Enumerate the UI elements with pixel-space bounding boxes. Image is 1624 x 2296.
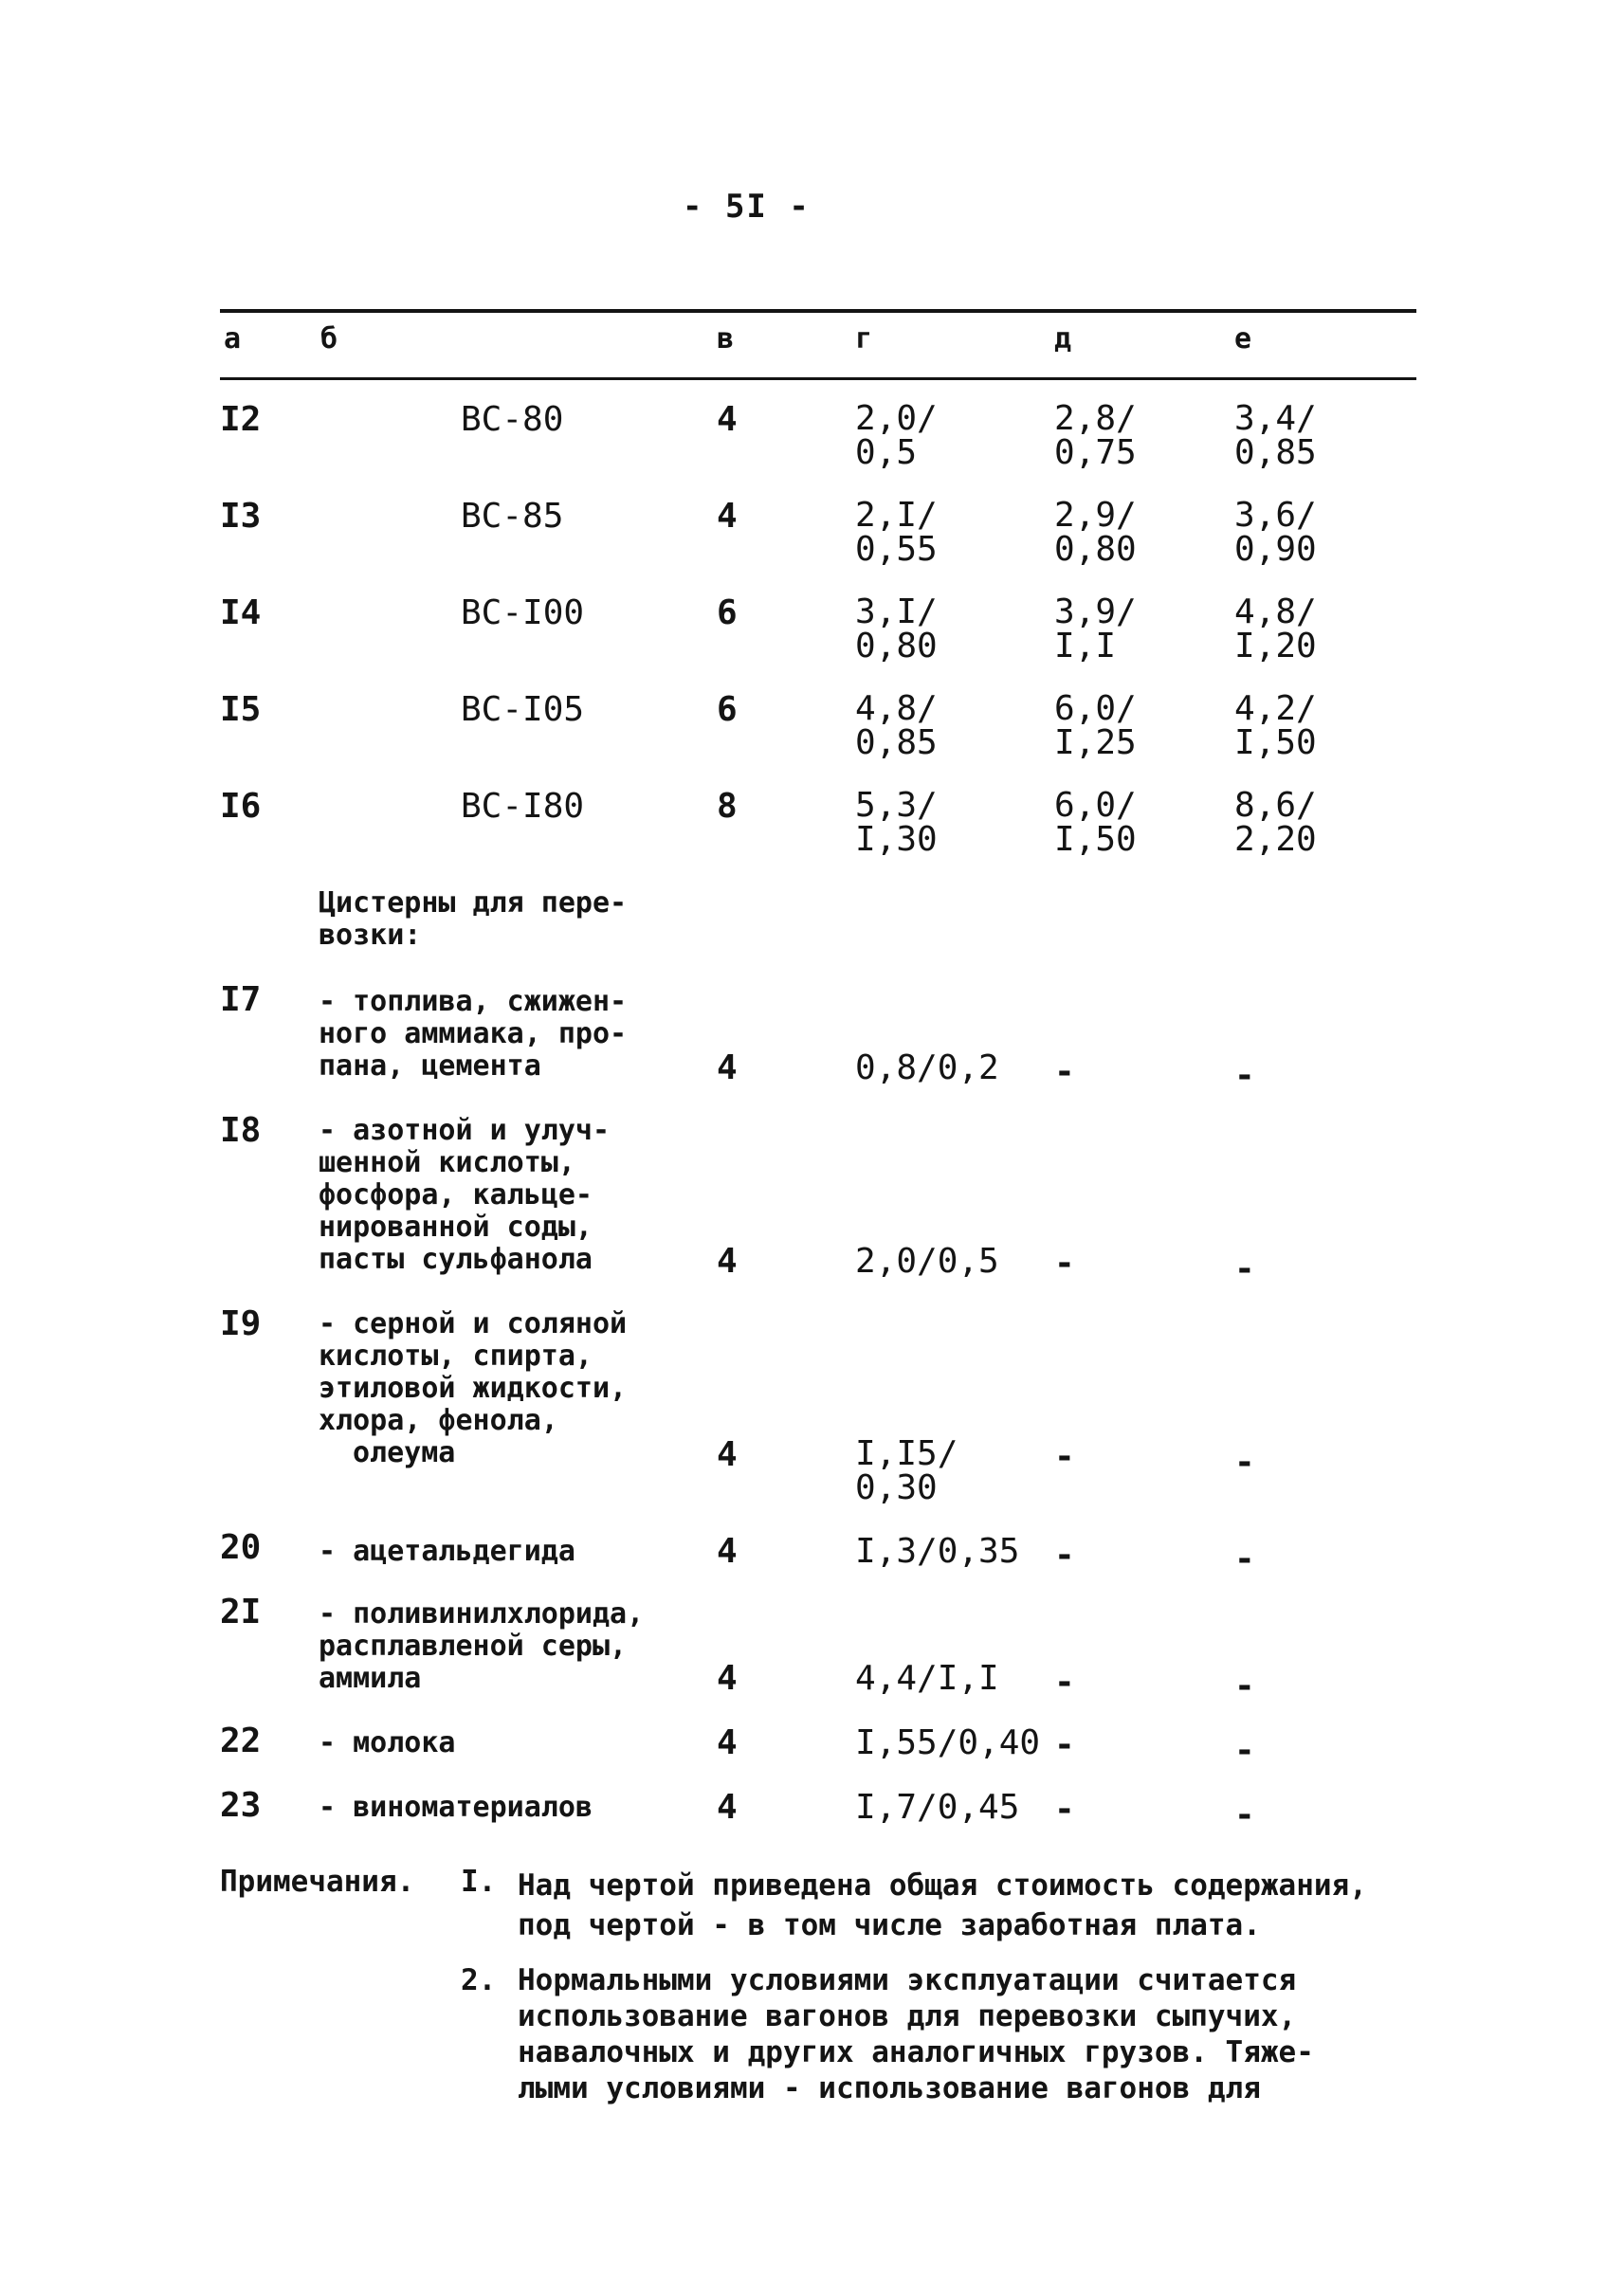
value-g: I,55/0,40 bbox=[855, 1723, 1041, 1762]
page-number: - 5I - bbox=[683, 188, 811, 226]
row-number: I3 bbox=[220, 497, 262, 536]
value-g: 4,8/ 0,85 bbox=[855, 689, 938, 762]
table-top-rule bbox=[220, 309, 1416, 313]
axle-count: 6 bbox=[717, 690, 738, 729]
header-d: д bbox=[1054, 322, 1072, 355]
note-1-text: Над чертой приведена общая стоимость содержания, под чертой - в том числе заработная плата. bbox=[518, 1868, 1367, 1942]
axle-count: 4 bbox=[717, 1435, 738, 1474]
note-2-number: 2. bbox=[461, 1963, 497, 1997]
value-d: 6,0/ I,25 bbox=[1054, 689, 1137, 762]
axle-count: 4 bbox=[717, 1532, 738, 1571]
value-e: 4,8/ I,20 bbox=[1234, 592, 1317, 665]
wagon-name: ВС-80 bbox=[461, 400, 564, 439]
cargo-description: - молока bbox=[319, 1726, 456, 1759]
axle-count: 4 bbox=[717, 1788, 738, 1827]
cargo-description: - азотной и улуч- шенной кислоты, фосфора, кальце- нированной соды, пасты сульфанола bbox=[319, 1114, 611, 1276]
value-d: 3,9/ I,I bbox=[1054, 592, 1137, 665]
notes-label: Примечания. bbox=[220, 1865, 415, 1899]
row-number: I4 bbox=[220, 593, 262, 632]
row-number: 22 bbox=[220, 1722, 262, 1760]
table-header-rule bbox=[220, 377, 1416, 380]
value-d: 6,0/ I,50 bbox=[1054, 786, 1137, 859]
value-d: - bbox=[1054, 1536, 1075, 1575]
value-d: - bbox=[1054, 1790, 1075, 1829]
row-number: I8 bbox=[220, 1111, 262, 1150]
cargo-description: - серной и соляной кислоты, спирта, этиловой жидкости, хлора, фенола, олеума bbox=[319, 1307, 628, 1469]
tanks-heading: Цистерны для пере- возки: bbox=[319, 886, 628, 952]
value-e: 3,6/ 0,90 bbox=[1234, 496, 1317, 569]
wagon-name: ВС-I00 bbox=[461, 593, 585, 632]
row-number: I5 bbox=[220, 690, 262, 729]
row-number: I7 bbox=[220, 980, 262, 1019]
axle-count: 4 bbox=[717, 1048, 738, 1087]
value-g: I,7/0,45 bbox=[855, 1788, 1020, 1827]
cargo-description: - ацетальдегида bbox=[319, 1535, 575, 1568]
row-number: I2 bbox=[220, 400, 262, 439]
value-g: 5,3/ I,30 bbox=[855, 786, 938, 859]
value-e: - bbox=[1234, 1540, 1255, 1578]
header-v: в bbox=[717, 322, 735, 355]
note-1-number: I. bbox=[461, 1865, 497, 1899]
value-g: I,I5/ 0,30 bbox=[855, 1434, 958, 1507]
wagon-name: ВС-I05 bbox=[461, 690, 585, 729]
axle-count: 4 bbox=[717, 1723, 738, 1762]
wagon-name: ВС-85 bbox=[461, 497, 564, 536]
axle-count: 4 bbox=[717, 1242, 738, 1281]
row-number: I9 bbox=[220, 1304, 262, 1343]
value-e: - bbox=[1234, 1443, 1255, 1482]
cargo-description: - топлива, сжижен- ного аммиака, про- пана, цемента bbox=[319, 985, 628, 1083]
value-e: 3,4/ 0,85 bbox=[1234, 399, 1317, 472]
value-e: 4,2/ I,50 bbox=[1234, 689, 1317, 762]
value-d: 2,8/ 0,75 bbox=[1054, 399, 1137, 472]
value-g: 0,8/0,2 bbox=[855, 1048, 999, 1087]
axle-count: 8 bbox=[717, 787, 738, 826]
header-g: г bbox=[855, 322, 873, 355]
value-e: - bbox=[1234, 1667, 1255, 1705]
value-g: 2,0/ 0,5 bbox=[855, 399, 938, 472]
cargo-description: - виноматериалов bbox=[319, 1791, 593, 1824]
value-g: 2,0/0,5 bbox=[855, 1242, 999, 1281]
value-d: 2,9/ 0,80 bbox=[1054, 496, 1137, 569]
value-g: 4,4/I,I bbox=[855, 1659, 999, 1698]
value-d: - bbox=[1054, 1663, 1075, 1702]
value-g: I,3/0,35 bbox=[855, 1532, 1020, 1571]
value-e: 8,6/ 2,20 bbox=[1234, 786, 1317, 859]
header-e: е bbox=[1234, 322, 1252, 355]
axle-count: 4 bbox=[717, 497, 738, 536]
value-g: 2,I/ 0,55 bbox=[855, 496, 938, 569]
row-number: I6 bbox=[220, 787, 262, 826]
value-d: - bbox=[1054, 1052, 1075, 1091]
value-d: - bbox=[1054, 1725, 1075, 1764]
value-g: 3,I/ 0,80 bbox=[855, 592, 938, 665]
value-e: - bbox=[1234, 1249, 1255, 1288]
value-e: - bbox=[1234, 1056, 1255, 1095]
axle-count: 4 bbox=[717, 1659, 738, 1698]
wagon-name: ВС-I80 bbox=[461, 787, 585, 826]
value-d: - bbox=[1054, 1244, 1075, 1283]
cargo-description: - поливинилхлорида, расплавленой серы, аммила bbox=[319, 1597, 645, 1695]
header-b: б bbox=[320, 322, 338, 355]
header-a: а bbox=[224, 322, 242, 355]
value-e: - bbox=[1234, 1731, 1255, 1770]
row-number: 2I bbox=[220, 1593, 262, 1631]
row-number: 20 bbox=[220, 1528, 262, 1567]
axle-count: 4 bbox=[717, 400, 738, 439]
note-2-text: Нормальными условиями эксплуатации считается использование вагонов для перевозки сыпучих, навалочных и других аналогичных грузов. Тяже- лыми условиями - использование вагонов для bbox=[518, 1963, 1314, 2105]
value-e: - bbox=[1234, 1795, 1255, 1834]
row-number: 23 bbox=[220, 1786, 262, 1825]
value-d: - bbox=[1054, 1437, 1075, 1476]
axle-count: 6 bbox=[717, 593, 738, 632]
